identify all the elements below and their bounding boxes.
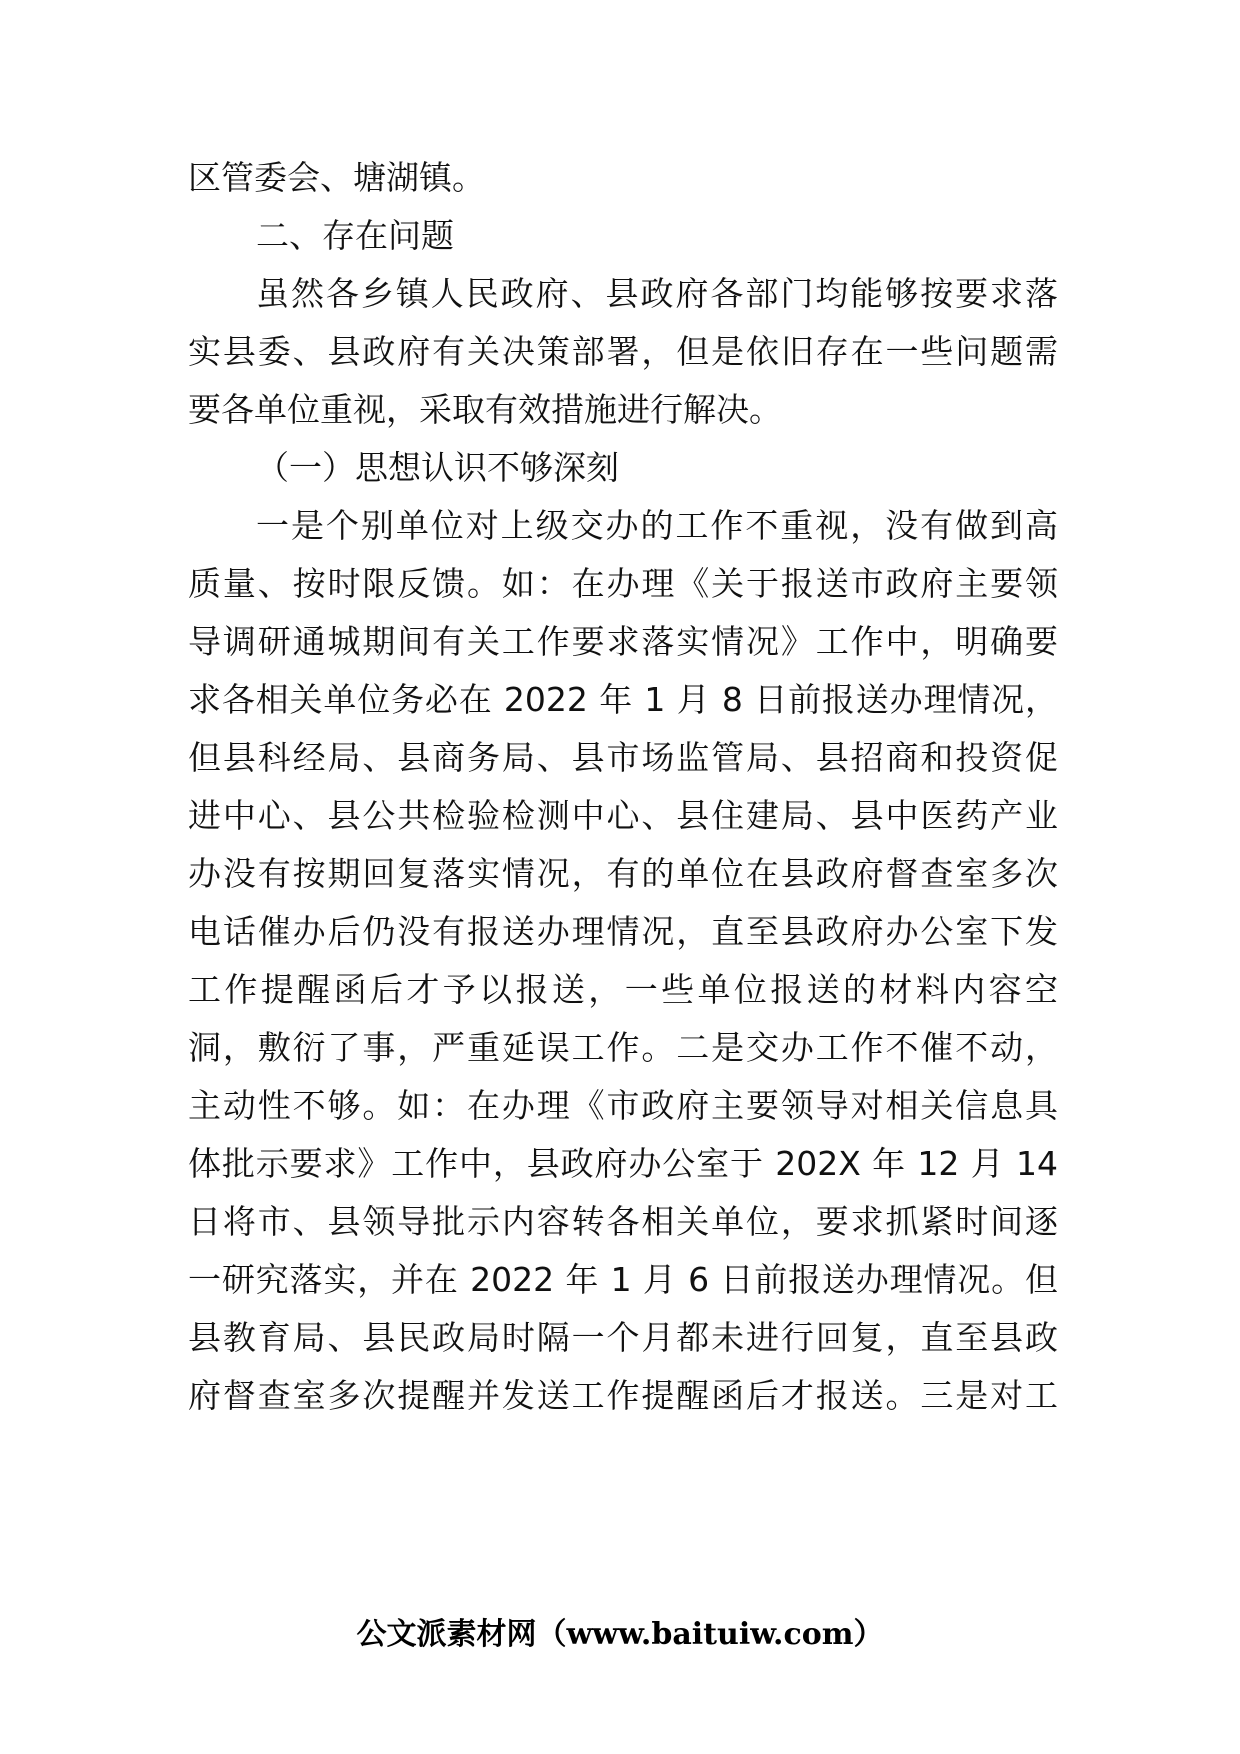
text-line-11: 但县科经局、县商务局、县市场监管局、县招商和投资促	[188, 738, 1058, 777]
text-line-7: 一是个别单位对上级交办的工作不重视，没有做到高	[256, 506, 1058, 545]
text-line-8: 质量、按时限反馈。如：在办理《关于报送市政府主要领	[188, 564, 1058, 603]
text-line-15: 工作提醒函后才予以报送，一些单位报送的材料内容空	[188, 970, 1058, 1009]
footer-watermark: 公文派素材网（www.baituiw.com）	[356, 1617, 884, 1652]
text-line-13: 办没有按期回复落实情况，有的单位在县政府督查室多次	[188, 854, 1058, 893]
subsection-heading-1: （一）思想认识不够深刻	[256, 448, 619, 487]
text-line-12: 进中心、县公共检验检测中心、县住建局、县中医药产业	[188, 796, 1058, 835]
text-line-21: 县教育局、县民政局时隔一个月都未进行回复，直至县政	[188, 1318, 1058, 1357]
text-line-14: 电话催办后仍没有报送办理情况，直至县政府办公室下发	[188, 912, 1058, 951]
section-heading-problems: 二、存在问题	[256, 216, 454, 255]
text-line-20: 一研究落实，并在 2022 年 1 月 6 日前报送办理情况。但	[188, 1260, 1058, 1299]
text-line-4: 实县委、县政府有关决策部署，但是依旧存在一些问题需	[188, 332, 1058, 371]
text-line-17: 主动性不够。如：在办理《市政府主要领导对相关信息具	[188, 1086, 1058, 1125]
text-line-9: 导调研通城期间有关工作要求落实情况》工作中，明确要	[188, 622, 1058, 661]
text-line-5: 要各单位重视，采取有效措施进行解决。	[188, 390, 782, 429]
text-line-10: 求各相关单位务必在 2022 年 1 月 8 日前报送办理情况，	[188, 680, 1058, 719]
text-line-16: 洞，敷衍了事，严重延误工作。二是交办工作不催不动，	[188, 1028, 1058, 1067]
text-line-1: 区管委会、塘湖镇。	[188, 158, 485, 197]
text-line-18: 体批示要求》工作中，县政府办公室于 202X 年 12 月 14	[188, 1144, 1058, 1183]
text-line-19: 日将市、县领导批示内容转各相关单位，要求抓紧时间逐	[188, 1202, 1058, 1241]
text-line-22: 府督查室多次提醒并发送工作提醒函后才报送。三是对工	[188, 1376, 1058, 1415]
text-line-3: 虽然各乡镇人民政府、县政府各部门均能够按要求落	[256, 274, 1058, 313]
